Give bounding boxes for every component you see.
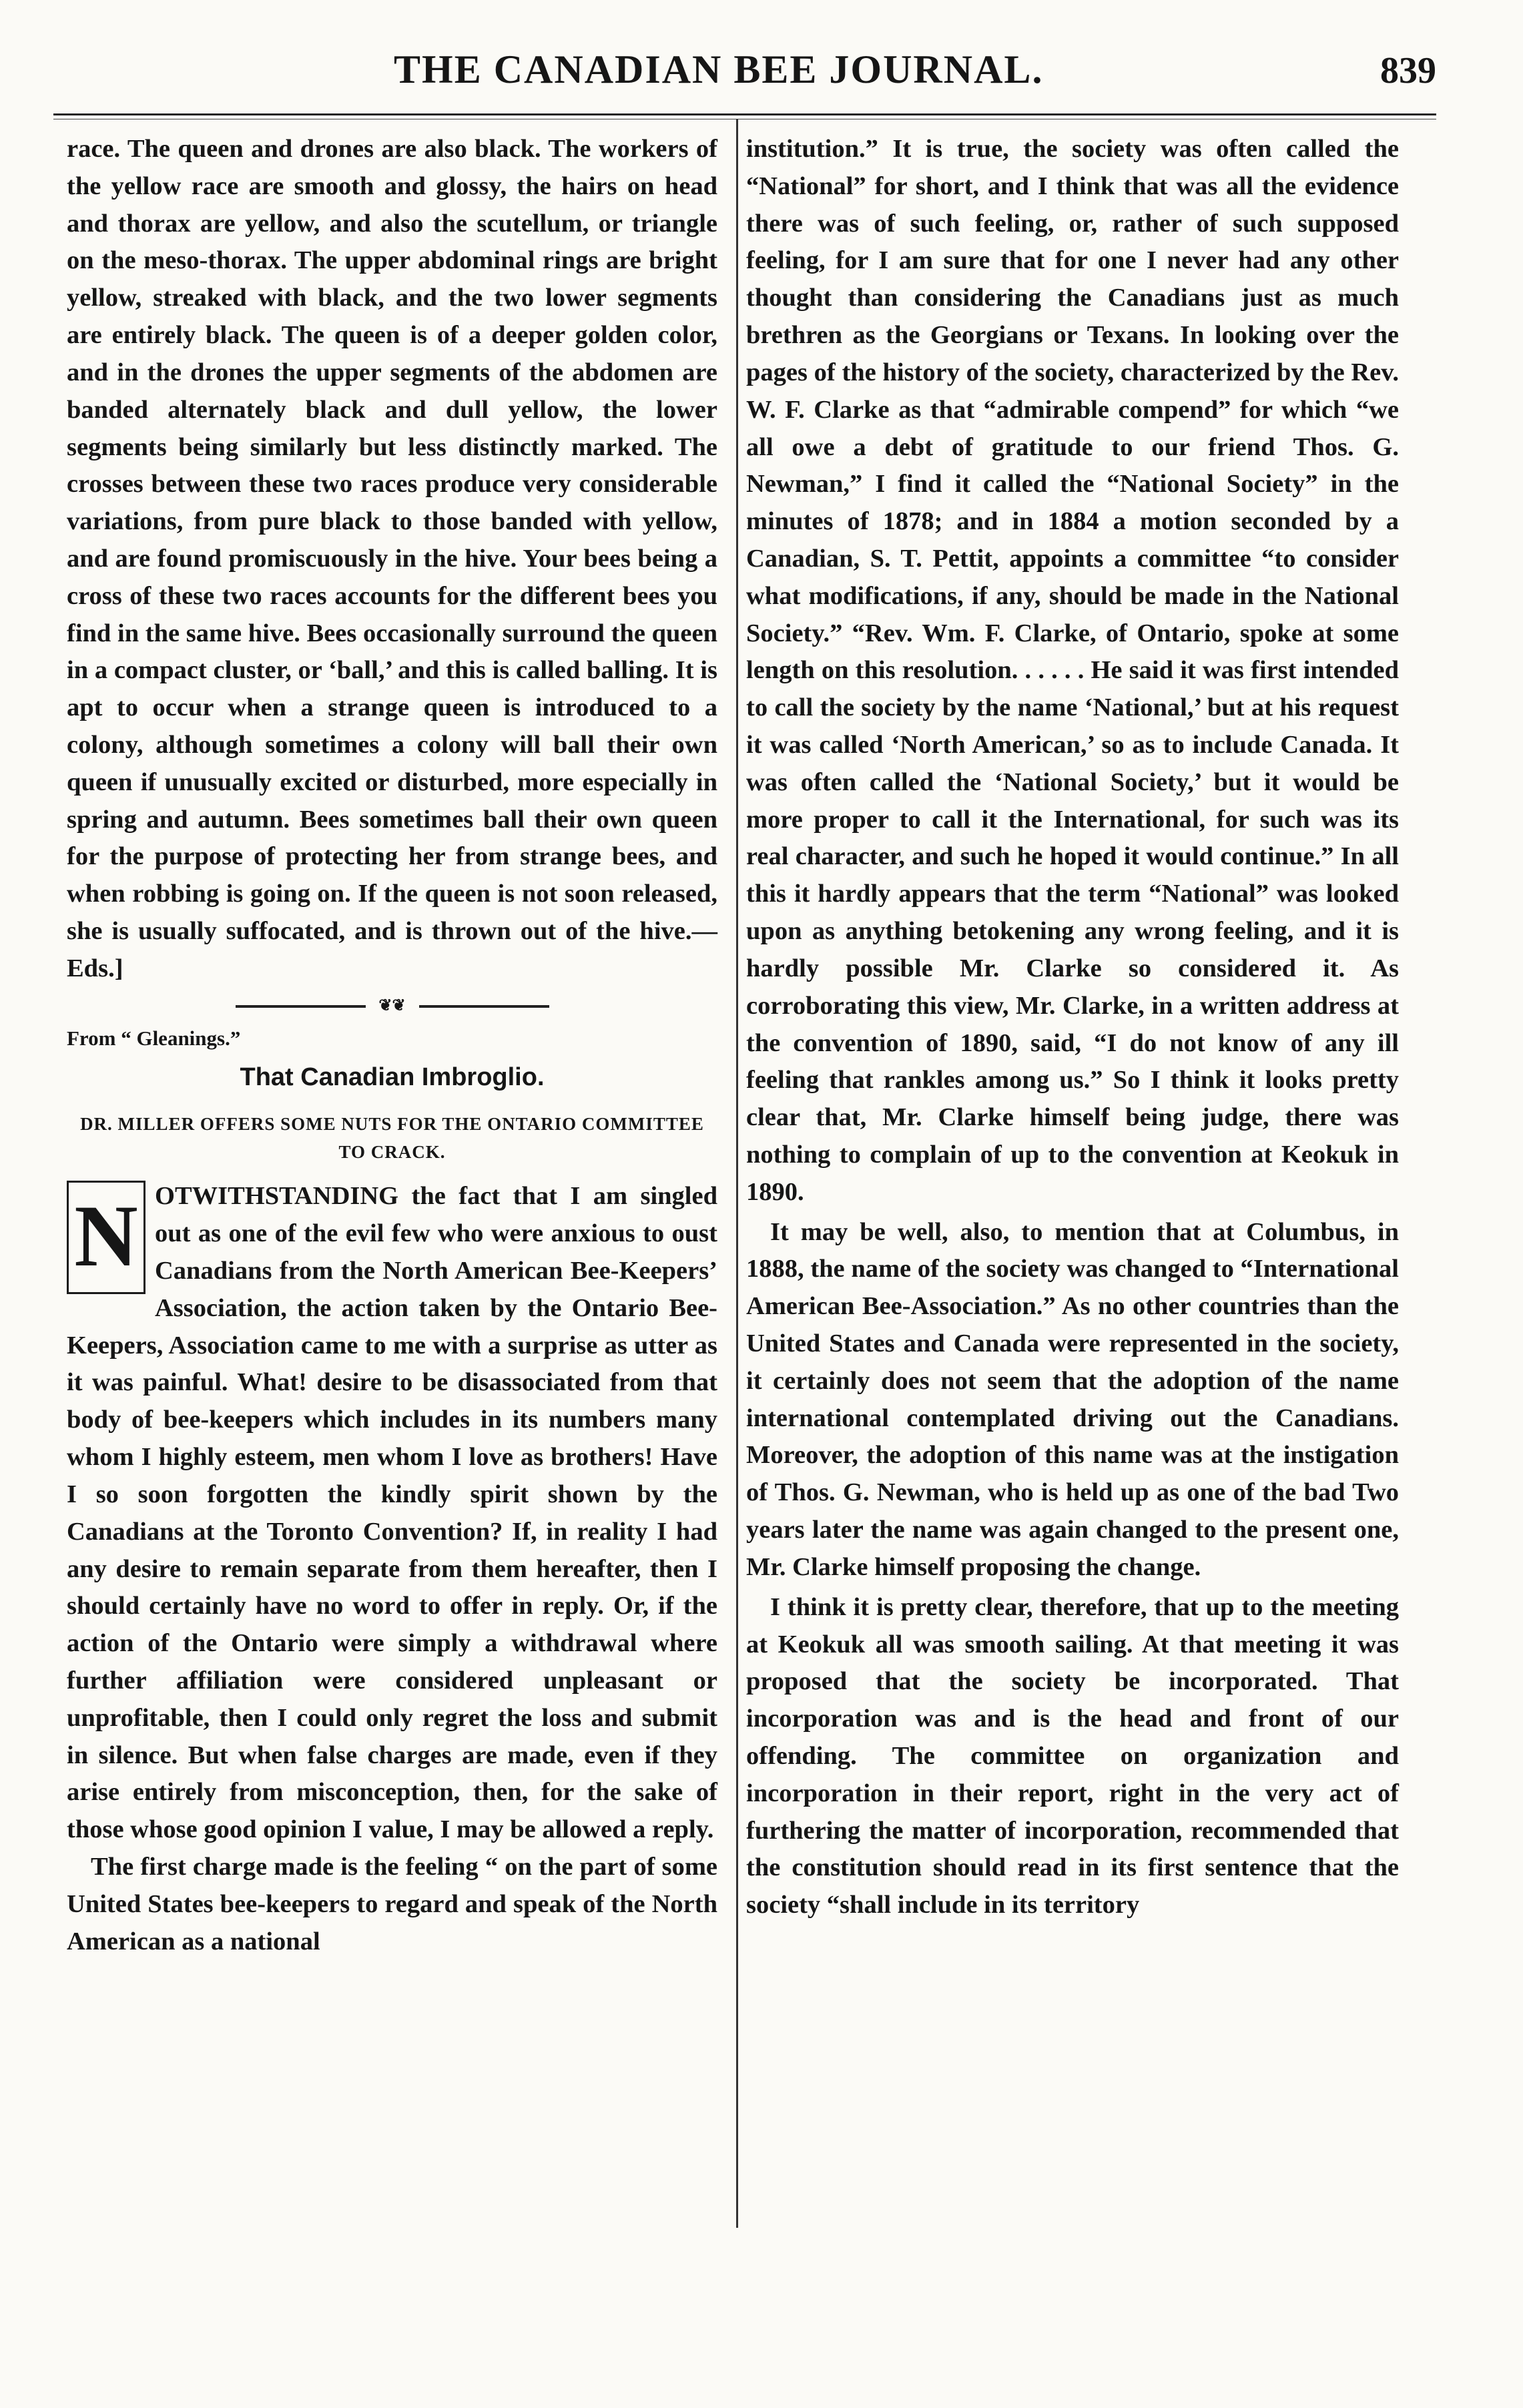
journal-title: THE CANADIAN BEE JOURNAL. (394, 47, 1044, 91)
right-column (746, 131, 1399, 1924)
page-header (53, 47, 1436, 107)
article-subtitle: DR. MILLER OFFERS SOME NUTS FOR THE ONTARIO COMMITTEE TO CRACK. (80, 1113, 704, 1162)
drop-cap-letter: N (74, 1187, 138, 1285)
separator-ornament-icon: ❦❦ (366, 1000, 419, 1012)
left-paragraph-2: OTWITHSTANDING the fact that I am singled out as one of the evil few who were anxious to oust Canadians from the North American Bee-Keepers’ Association, the action taken by the Ontario Bee-Keepers, Association came to me with a surprise as utter as it was painful. What! desire to be disassociated from that body of bee-keepers which includes in its numbers many whom I highly esteem, men whom I love as brothers! Have I so soon forgotten the kindly spirit shown by the Canadians at the Toronto Convention? If, in reality I had any desire to remain separate from them hereafter, then I should certainly have no word to offer in reply. Or, if the action of the Ontario were simply a withdrawal where further affiliation were considered unpleasant or unprofitable, then I could only regret the loss and submit in silence. But when false charges are made, even if they arise entirely from misconception, then, for the sake of those whose good opinion I value, I may be allowed a reply. (67, 1182, 717, 1844)
article-body-start (67, 1178, 717, 1849)
source-line: From “ Gleanings.” (67, 1026, 241, 1050)
header-rule (53, 113, 1436, 115)
right-paragraph-1: institution.” It is true, the society was often called the “National” for short, and I think that was all the evidence there was of such feeling, or, rather of such supposed feeling, for I am sure that for one I never had any other thought than considering the Canadians just as much brethren as the Georgians or Texans. In looking over the pages of the history of the society, characterized by the Rev. W. F. Clarke as that “admirable compend” for which “we all owe a debt of gratitude to our friend Thos. G. Newman,” I find it called the “National Society” in the minutes of 1878; and in 1884 a motion seconded by a Canadian, S. T. Pettit, appoints a committee “to consider what modifications, if any, should be made in the National Society.” “Rev. Wm. F. Clarke, of Ontario, spoke at some length on this resolution. . . . . . He said it was first intended to call the society by the name ‘National,’ but at his request it was called ‘North American,’ so as to include Canada. It was often called the ‘National Society,’ but it would be more proper to call it the International, for such was its real character, and such he hoped it would continue.” In all this it hardly appears that the term “National” was looked upon as anything betokening any wrong feeling, and it is hardly possible Mr. Clarke so considered it. As corroborating this view, Mr. Clarke, in a written address at the convention of 1890, said, “I do not know of any ill feeling that rankles among us.” So I think it looks pretty clear that, Mr. Clarke himself being judge, there was nothing to complain of up to the convention at Keokuk in 1890. (746, 135, 1399, 1206)
left-paragraph-1: race. The queen and drones are also black. The workers of the yellow race are smooth and glossy, the hairs on head and thorax are yellow, and also the scutellum, or triangle on the meso-thorax. The upper abdominal rings are bright yellow, streaked with black, and the two lower segments are entirely black. The queen is of a deeper golden color, and in the drones the upper segments of the abdomen are banded alternately black and dull yellow, the lower segments being similarly but less distinctly marked. The crosses between these two races produce very considerable variations, from pure black to those banded with yellow, and are found promiscuously in the hive. Your bees being a cross of these two races accounts for the different bees you find in the same hive. Bees occasionally surround the queen in a compact cluster, or ‘ball,’ and this is called balling. It is apt to occur when a strange queen is introduced to a colony, although sometimes a colony will ball their own queen if unusually excited or disturbed, more especially in spring and autumn. Bees sometimes ball their own queen for the purpose of protecting her from strange bees, and when robbing is going on. If the queen is not soon released, she is usually suffocated, and is thrown out of the hive.—Eds.] (67, 135, 717, 982)
right-paragraph-2: It may be well, also, to mention that at Columbus, in 1888, the name of the society was changed to “International American Bee-Association.” As no other countries than the United States and Canada were represented in the society, it certainly does not seem that the adoption of the name international contemplated driving out the Canadians. Moreover, the adoption of this name was at the instigation of Thos. G. Newman, who is held up as one of the bad Two years later the name was again changed to the present one, Mr. Clarke himself proposing the change. (746, 1217, 1399, 1581)
section-separator (236, 996, 549, 1014)
right-paragraph-3: I think it is pretty clear, therefore, that up to the meeting at Keokuk all was smooth sailing. At that meeting it was proposed that the society be incorporated. That incorporation was and is the head and front of our offending. The committee on organization and incorporation in their report, right in the very act of furthering the matter of incorporation, recommended that the constitution should read in its first sentence that the society “shall include in its territory (746, 1592, 1399, 1919)
drop-cap (67, 1181, 145, 1294)
article-title: That Canadian Imbroglio. (240, 1063, 545, 1091)
page-number: 839 (1380, 50, 1436, 91)
left-paragraph-3: The first charge made is the feeling “ on the part of some United States bee-keepers to regard and speak of the North American as a national (67, 1853, 717, 1955)
column-divider (736, 119, 738, 2228)
left-column (67, 131, 717, 1960)
